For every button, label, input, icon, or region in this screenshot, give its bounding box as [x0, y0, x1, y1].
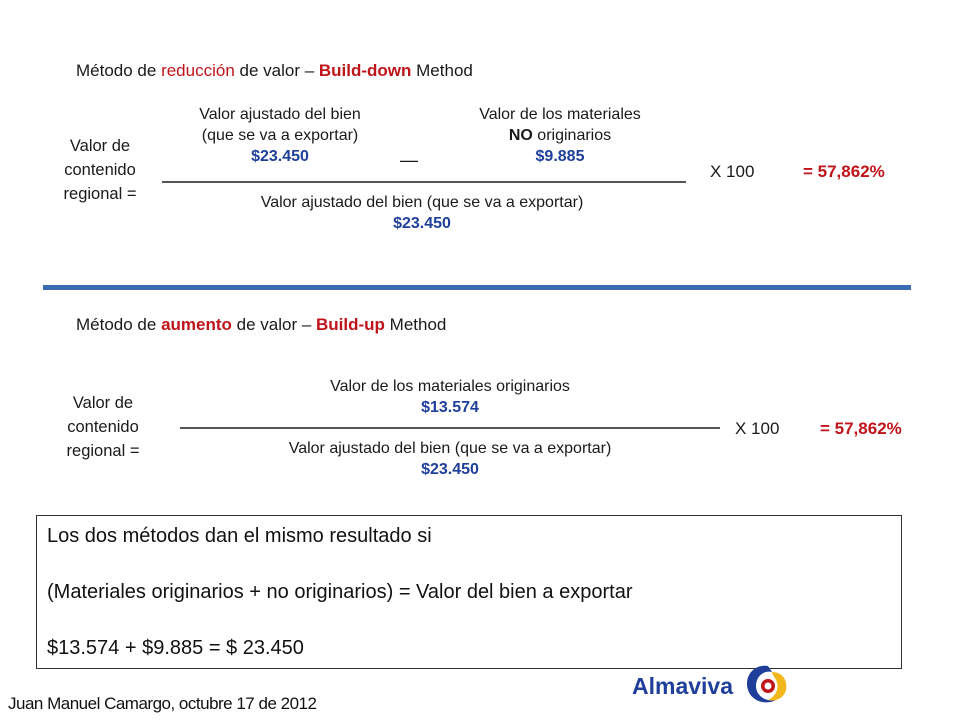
section-divider [43, 285, 911, 290]
note-line: (Materiales originarios + no originarios) = Valor del bien a exportar [47, 581, 633, 603]
title-highlight: aumento [161, 315, 232, 334]
fraction-bar [162, 181, 686, 183]
denominator-line: Valor ajustado del bien (que se va a exportar) [288, 440, 612, 457]
numerator-line: originarios [532, 127, 612, 144]
title-text: de valor – [231, 315, 317, 334]
multiplier: X 100 [710, 162, 755, 181]
regional-content-label [40, 134, 160, 206]
almaviva-logo-icon [738, 660, 794, 708]
fraction-bar [180, 427, 720, 429]
title-text: Method [384, 315, 447, 334]
label-line: Valor de [72, 394, 134, 412]
footer-author: Juan Manuel Camargo, octubre 17 de 2012 [8, 694, 317, 713]
numerator-line: Valor ajustado del bien [199, 106, 361, 123]
denominator [180, 438, 720, 480]
regional-content-label [43, 391, 163, 463]
title-highlight: reducción [161, 61, 235, 80]
title-text: Método de [76, 315, 162, 334]
title-text: Method [411, 61, 473, 80]
build-up-title [76, 315, 446, 335]
denominator-value: $23.450 [393, 215, 451, 232]
denominator [162, 192, 682, 234]
minus-sign: — [400, 150, 418, 170]
label-line: regional = [66, 442, 140, 460]
build-down-title [76, 61, 473, 81]
note-box [36, 515, 902, 669]
numerator-value: $9.885 [535, 148, 585, 165]
title-text: Método de [76, 61, 162, 80]
numerator-bold: NO [508, 127, 533, 144]
numerator-non-originating [440, 104, 680, 167]
numerator-line: (que se va a exportar) [201, 127, 359, 144]
label-line: Valor de [69, 137, 131, 155]
numerator-originating [180, 376, 720, 418]
numerator-adjusted-value [165, 104, 395, 167]
label-line: contenido [67, 418, 139, 436]
title-method-name: Build-down [318, 61, 412, 80]
numerator-value: $13.574 [421, 399, 479, 416]
denominator-value: $23.450 [421, 461, 479, 478]
title-method-name: Build-up [316, 315, 385, 334]
note-line: Los dos métodos dan el mismo resultado si [47, 525, 432, 547]
numerator-line: Valor de los materiales [479, 106, 641, 123]
result: = 57,862% [803, 162, 885, 181]
logo-text: Almaviva [632, 673, 734, 699]
note-line: $13.574 + $9.885 = $ 23.450 [47, 637, 304, 659]
label-line: regional = [63, 185, 137, 203]
result: = 57,862% [820, 419, 902, 438]
numerator-line: Valor de los materiales originarios [330, 378, 570, 395]
denominator-line: Valor ajustado del bien (que se va a exportar) [260, 194, 584, 211]
numerator-value: $23.450 [251, 148, 309, 165]
label-line: contenido [64, 161, 136, 179]
multiplier: X 100 [735, 419, 780, 438]
title-text: de valor – [234, 61, 319, 80]
